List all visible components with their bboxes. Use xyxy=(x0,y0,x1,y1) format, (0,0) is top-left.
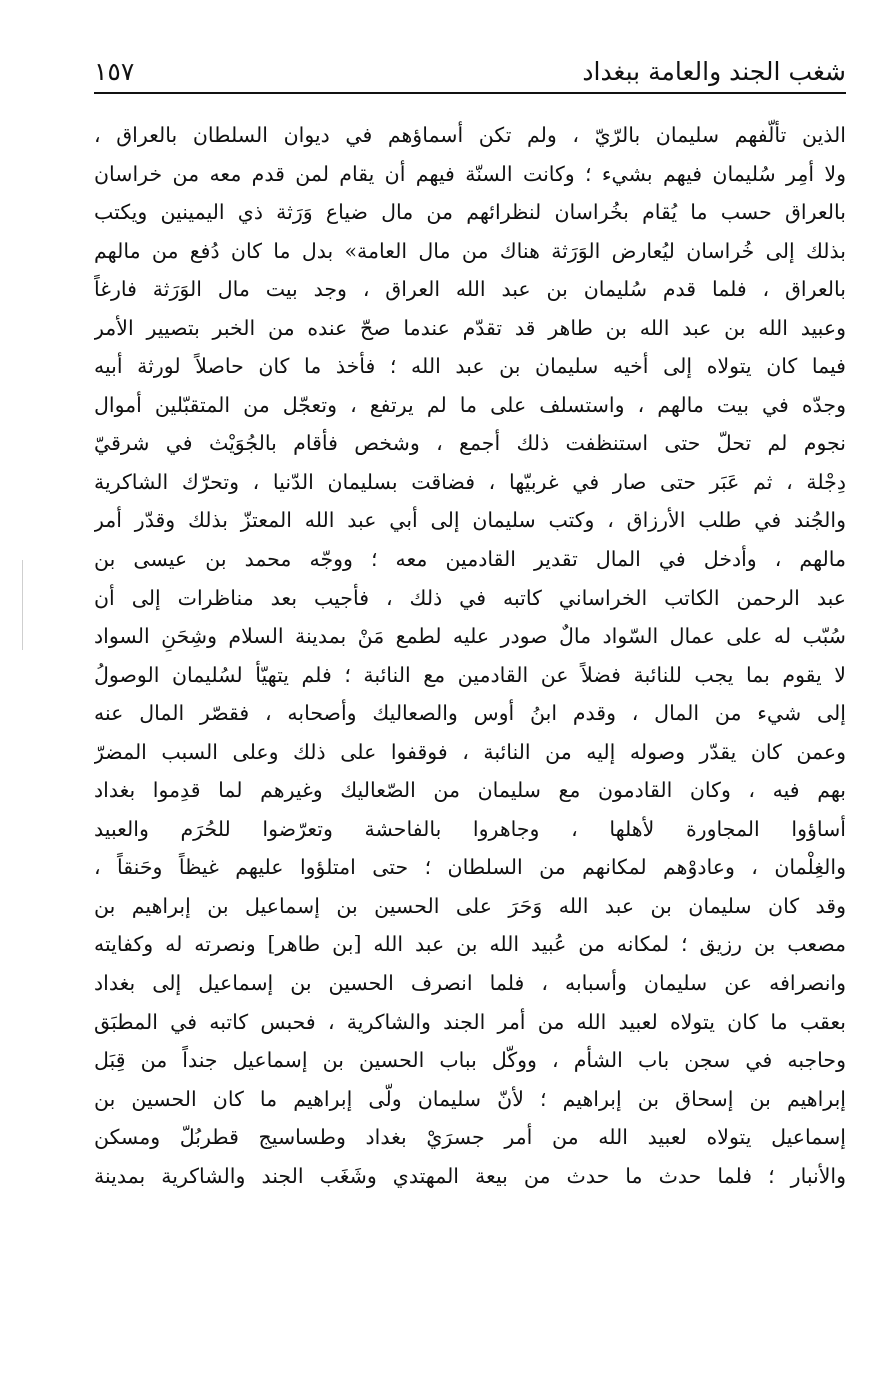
text-line: مصعب بن رزيق ؛ لمكانه من عُبيد الله بن عبد الله [بن طاهر] ونصرته له وكفايته xyxy=(94,932,846,957)
header-rule xyxy=(94,92,846,94)
text-line: سُبّب له على عمال السّواد مالٌ صودر عليه لطمع مَنْ بمدينة السلام وشِحَنِ السواد xyxy=(94,624,846,649)
text-line: دِجْلة ، ثم عَبَر حتى صار في غربيّها ، فضاقت بسليمان الدّنيا ، وتحرّك الشاكرية xyxy=(94,469,846,494)
text-line: والجُند في طلب الأرزاق ، وكتب سليمان إلى أبي عبد الله المعتزّ بذلك وقدّر أمر xyxy=(94,508,846,533)
text-line: بالعراق ، فلما قدم سُليمان بن عبد الله العراق ، وجد بيت مال الوَرَثة فارغاً xyxy=(94,277,846,302)
text-line: الذين تألّفهم سليمان بالرّيّ ، ولم تكن أسماؤهم في ديوان السلطان بالعراق ، xyxy=(94,123,846,147)
text-line: بذلك إلى خُراسان ليُعارض الوَرَثة هناك من مال العامة» بدل ما كان دُفع من مالهم xyxy=(94,238,846,263)
page-header xyxy=(94,50,846,92)
text-line: وعمن كان يقدّر وصوله إليه من النائبة ، فوقفوا على ذلك وعلى السبب المضرّ xyxy=(94,739,846,764)
text-line: ولا أمِر سُليمان فيهم بشيء ؛ وكانت السنّة فيهم أن يقام لمن قدم معه من خراسان xyxy=(94,161,846,186)
text-line: بعقب ما كان يتولاه لعبيد الله من أمر الجند والشاكرية ، فحبس كاتبه في المطبَق xyxy=(94,1009,846,1034)
running-title: شغب الجند والعامة ببغداد xyxy=(582,57,846,86)
text-line: بالعراق حسب ما يُقام بخُراسان لنظرائهم من مال ضياع وَرَثة ذي اليمينين ويكتب xyxy=(94,200,846,225)
text-line: عبد الرحمن الكاتب الخراساني كاتبه في ذلك ، فأجيب بعد مناظرات إلى أن xyxy=(94,585,846,610)
body-text xyxy=(94,116,846,1195)
text-line: لا يقوم بما يجب للنائبة فضلاً عن القادمين مع النائبة ؛ فلم يتهيّأ لسُليمان الوصولُ xyxy=(94,662,846,687)
page-number: ١٥٧ xyxy=(94,57,135,86)
scan-margin-mark xyxy=(22,560,23,650)
text-line: إبراهيم بن إسحاق بن إبراهيم ؛ لأنّ سليمان ولّى إبراهيم ما كان الحسين بن xyxy=(94,1086,846,1111)
text-line: وحاجبه في سجن باب الشأم ، ووكّل بباب الحسين بن إسماعيل جنداً من قِبَل xyxy=(94,1048,846,1073)
text-line: والأنبار ؛ فلما حدث ما حدث من بيعة المهتدي وشَغَب الجند والشاكرية بمدينة xyxy=(94,1163,846,1188)
text-line: وانصرافه عن سليمان وأسبابه ، فلما انصرف الحسين بن إسماعيل إلى بغداد xyxy=(94,971,846,996)
text-line: وجدّه في بيت مالهم ، واستسلف على ما لم يرتفع ، وتعجّل من المتقبّلين أموال xyxy=(94,392,846,417)
text-line: نجوم لم تحلّ حتى استنظفت ذلك أجمع ، وشخص فأقام بالجُوَيْث في شرقيّ xyxy=(94,431,846,456)
text-line: إسماعيل يتولاه لعبيد الله من أمر جسرَيْ بغداد وطساسيج قطربُلّ ومسكن xyxy=(94,1125,846,1150)
text-line: وقد كان سليمان بن عبد الله وَحَرَ على الحسين بن إسماعيل بن إبراهيم بن xyxy=(94,893,846,918)
text-line: فيما كان يتولاه إلى أخيه سليمان بن عبد الله ؛ فأخذ ما كان حاصلاً لورثة أبيه xyxy=(94,354,846,379)
text-line: أساؤوا المجاورة لأهلها ، وجاهروا بالفاحشة وتعرّضوا للحُرَم والعبيد xyxy=(94,816,846,841)
text-line: وعبيد الله بن عبد الله بن طاهر قد تقدّم عندما صحّ عنده من الخبر بتصيير الأمر xyxy=(94,315,846,340)
text-line: بهم فيه ، وكان القادمون مع سليمان من الصّعاليك وغيرهم لما قدِموا بغداد xyxy=(94,778,846,803)
text-line: إلى شيء من المال ، وقدم ابنُ أوس والصعاليك وأصحابه ، فقصّر المال عنه xyxy=(94,701,846,726)
text-line: مالهم ، وأدخل في المال تقدير القادمين معه ؛ ووجّه محمد بن عيسى بن xyxy=(94,547,846,572)
text-line: والغِلْمان ، وعادوْهم لمكانهم من السلطان ؛ حتى امتلؤوا عليهم غيظاً وحَنقاً ، xyxy=(94,855,846,880)
